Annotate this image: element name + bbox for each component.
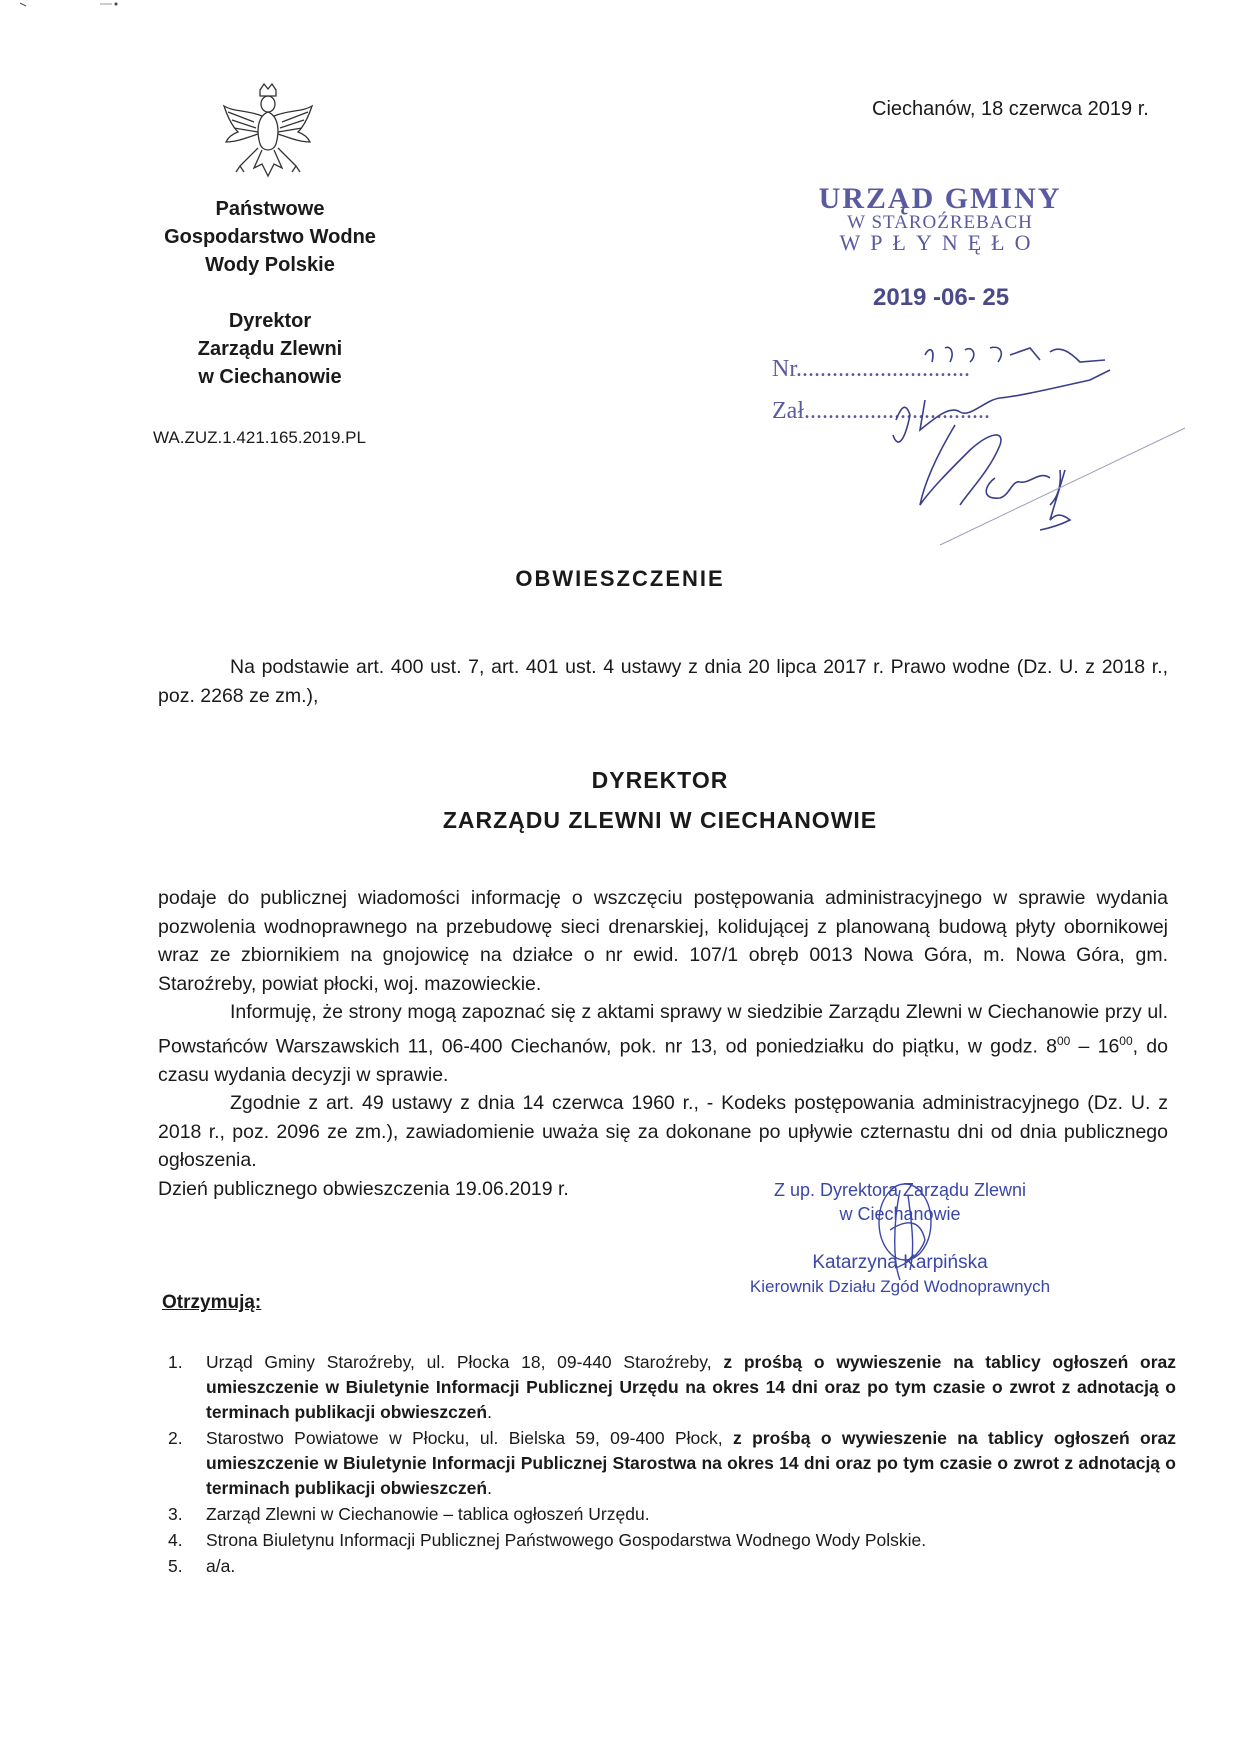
sender-line: Wody Polskie [205, 254, 335, 276]
handwritten-annotation [0, 0, 1240, 560]
stamp-office: URZĄD GMINY [818, 182, 1062, 215]
list-item: 2. Starostwo Powiatowe w Płocku, ul. Bielska 59, 09-400 Płock, z prośbą o wywieszenie na tablicy ogłoszeń oraz umieszczenie w Biuletynie Informacji Publicznej Starostwa na okres 14 dni oraz po tym czasie o zwrot z adnotacją o terminach publikacji obwieszczeń. [168, 1428, 1176, 1498]
list-item: 1. Urząd Gminy Staroźreby, ul. Płocka 18, 09-440 Staroźreby, z prośbą o wywieszenie na tablicy ogłoszeń oraz umieszczenie w Biuletynie Informacji Publicznej Urzędu na okres 14 dni oraz po tym czasie o zwrot z adnotacją o terminach publikacji obwieszczeń. [168, 1352, 1176, 1422]
access-paragraph: Informuję, że strony mogą zapoznać się z aktami sprawy w siedzibie Zarządu Zlewni w Ciechanowie przy ul. Powstańców Warszawskich 11, 06-400 Ciechanów, pok. nr 13, od poniedziałku do piątku, w godz. $8^{00} - 16^{00}$, do czasu wydania decyzji w sprawie. [158, 1001, 1168, 1086]
place-date: Ciechanów, 18 czerwca 2019 r. [872, 98, 1149, 120]
authority-heading [0, 760, 1240, 840]
authority-line: ZARZĄDU ZLEWNI W CIECHANOWIE [442, 807, 878, 833]
stamp-date: 2019 -06- 25 [873, 284, 1010, 311]
signatory-position: Kierownik Działu Zgód Wodnoprawnych [749, 1277, 1051, 1296]
stamp-zal-label: Zał............................... [772, 398, 990, 424]
director-line: w Ciechanowie [198, 366, 342, 388]
handwritten-signature [860, 1170, 950, 1290]
document-title: OBWIESZCZENIE [515, 566, 725, 591]
legal-basis-paragraph: Na podstawie art. 400 ust. 7, art. 401 ust. 4 ustawy z dnia 20 lipca 2017 r. Prawo wodne (Dz. U. z 2018 r., poz. 2268 ze zm.), [158, 656, 1168, 707]
director-line: Dyrektor [228, 310, 312, 332]
sender-line: Gospodarstwo Wodne [164, 226, 376, 248]
director-line: Zarządu Zlewni [197, 338, 343, 360]
list-item: 4. Strona Biuletynu Informacji Publicznej Państwowego Gospodarstwa Wodnego Wody Polskie. [168, 1530, 927, 1550]
list-item: 5. a/a. [168, 1556, 236, 1576]
signatory-name: Katarzyna Karpińska [812, 1252, 988, 1273]
reference-number: WA.ZUZ.1.421.165.2019.PL [153, 428, 366, 447]
stamp-nr-label: Nr............................. [772, 356, 970, 382]
signature-location: w Ciechanowie [839, 1204, 961, 1224]
stamp-location: W STAROŹREBACH [847, 212, 1033, 233]
publication-date: Dzień publicznego obwieszczenia 19.06.2019 r. [158, 1177, 569, 1200]
announcement-paragraph: podaje do publicznej wiadomości informację o wszczęciu postępowania administracyjnego w sprawie wydania pozwolenia wodnoprawnego na przebudowę sieci drenarskiej, kolidującej z planowaną budową płyty obornikowej wraz ze zbiornikiem na gnojowicę na działce o nr ewid. 107/1 obręb 0013 Nowa Góra, m. Nowa Góra, gm. Staroźreby, powiat płocki, woj. mazowieckie. [158, 887, 1168, 995]
signature-authority: Z up. Dyrektora Zarządu Zlewni [773, 1180, 1027, 1200]
list-item: 3. Zarząd Zlewni w Ciechanowie – tablica ogłoszeń Urzędu. [168, 1504, 650, 1524]
body-section [158, 884, 1168, 1203]
recipients-list [164, 1350, 1176, 1580]
sender-line: Państwowe [215, 198, 325, 220]
authority-line: DYREKTOR [591, 767, 729, 793]
notification-paragraph: Zgodnie z art. 49 ustawy z dnia 14 czerwca 1960 r., - Kodeks postępowania administracyjnego (Dz. U. z 2018 r., poz. 2096 ze zm.), zawiadomienie uważa się za dokonane po upływie czternastu dni od dnia publicznego ogłoszenia. [158, 1092, 1168, 1171]
stamp-received: WPŁYNĘŁO [839, 230, 1041, 255]
recipients-heading: Otrzymują: [162, 1292, 262, 1313]
